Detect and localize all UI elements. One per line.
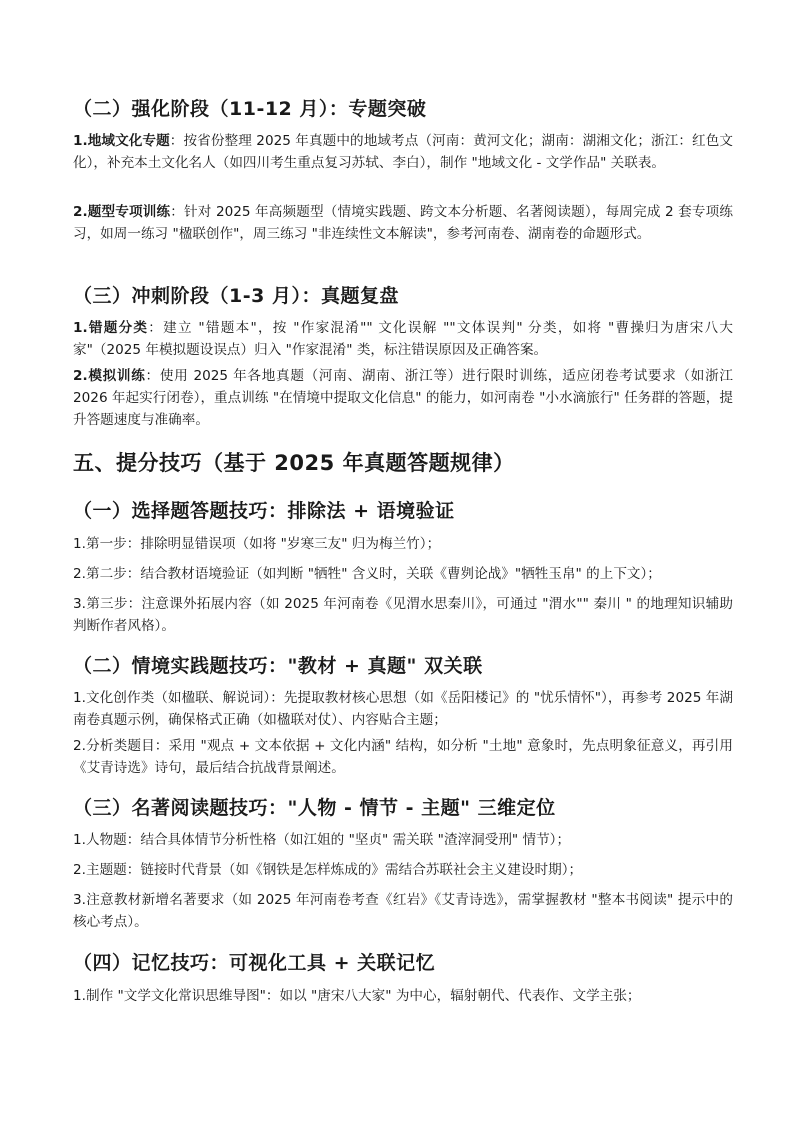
stage3-item2-lead: 2.模拟训练 [73,368,146,384]
stage3-item2-text: ：使用 2025 年各地真题（河南、湖南、浙江等）进行限时训练，适应闭卷考试要求（如浙江 2026 年起实行闭卷），重点训练 "在情境中提取文化信息" 的能力，如河南卷 "小水滴旅行" 任务群的答题，提升答题速度与准确率。 [73,368,734,428]
tip4-item1: 1.制作 "文学文化常识思维导图"：如以 "唐宋八大家" 为中心，辐射朝代、代表作、文学主张； [73,988,641,1004]
tip1-step1: 1.第一步：排除明显错误项（如将 "岁寒三友" 归为梅兰竹）； [73,536,441,552]
tip1-step2: 2.第二步：结合教材语境验证（如判断 "牺牲" 含义时，关联《曹刿论战》"牺牲玉帛" 的上下文）； [73,566,661,582]
tip4-heading: （四）记忆技巧：可视化工具 + 关联记忆 [73,952,436,974]
stage3-item2 [73,365,733,431]
stage2-item2-lead: 2.题型专项训练 [73,204,171,220]
stage3-item1-lead: 1.错题分类 [73,320,149,336]
tip3-item3: 3.注意教材新增名著要求（如 2025 年河南卷考查《红岩》《艾青诗选》，需掌握教材 "整本书阅读" 提示中的核心考点）。 [73,892,733,930]
tip2-item1: 1.文化创作类（如楹联、解说词）：先提取教材核心思想（如《岳阳楼记》的 "忧乐情怀"），再参考 2025 年湖南卷真题示例，确保格式正确（如楹联对仗）、内容贴合主题； [73,690,733,728]
tip1-heading: （一）选择题答题技巧：排除法 + 语境验证 [73,500,455,522]
section5-heading: 五、提分技巧（基于 2025 年真题答题规律） [73,451,515,475]
stage2-item1 [73,130,733,174]
tip3-heading: （三）名著阅读题技巧："人物 - 情节 - 主题" 三维定位 [73,797,556,819]
tip3-item2: 2.主题题：链接时代背景（如《钢铁是怎样炼成的》需结合苏联社会主义建设时期）； [73,862,583,878]
tip2-heading: （二）情境实践题技巧："教材 + 真题" 双关联 [73,655,483,677]
stage2-item2-text: ：针对 2025 年高频题型（情境实践题、跨文本分析题、名著阅读题），每周完成 2 套专项练习，如周一练习 "楹联创作"，周三练习 "非连续性文本解读"，参考河南卷、湖南卷的命题形式。 [73,204,733,242]
stage3-item1-text: ：建立 "错题本"，按 "作家混淆"" 文化误解 ""文体误判" 分类，如将 "曹操归为唐宋八大家"（2025 年模拟题设误点）归入 "作家混淆" 类，标注错误原因及正确答案。 [73,320,734,358]
tip3-item1: 1.人物题：结合具体情节分析性格（如江姐的 "坚贞" 需关联 "渣滓洞受刑" 情节）； [73,832,571,848]
stage2-heading: （二）强化阶段（11-12 月）：专题突破 [73,98,427,120]
stage3-heading: （三）冲刺阶段（1-3 月）：真题复盘 [73,285,399,307]
tip1-step3: 3.第三步：注意课外拓展内容（如 2025 年河南卷《见渭水思秦川》，可通过 "渭水"" 秦川 " 的地理知识辅助判断作者风格）。 [73,596,733,634]
tip2-item2: 2.分析类题目：采用 "观点 + 文本依据 + 文化内涵" 结构，如分析 "土地" 意象时，先点明象征意义，再引用《艾青诗选》诗句，最后结合抗战背景阐述。 [73,738,733,776]
stage2-item1-lead: 1.地域文化专题 [73,133,170,149]
stage2-item2 [73,201,733,245]
stage2-item1-text: ：按省份整理 2025 年真题中的地域考点（河南：黄河文化；湖南：湖湘文化；浙江：红色文化），补充本土文化名人（如四川考生重点复习苏轼、李白），制作 "地域文化 - 文学作品" 关联表。 [73,133,733,171]
stage3-item1 [73,317,733,361]
